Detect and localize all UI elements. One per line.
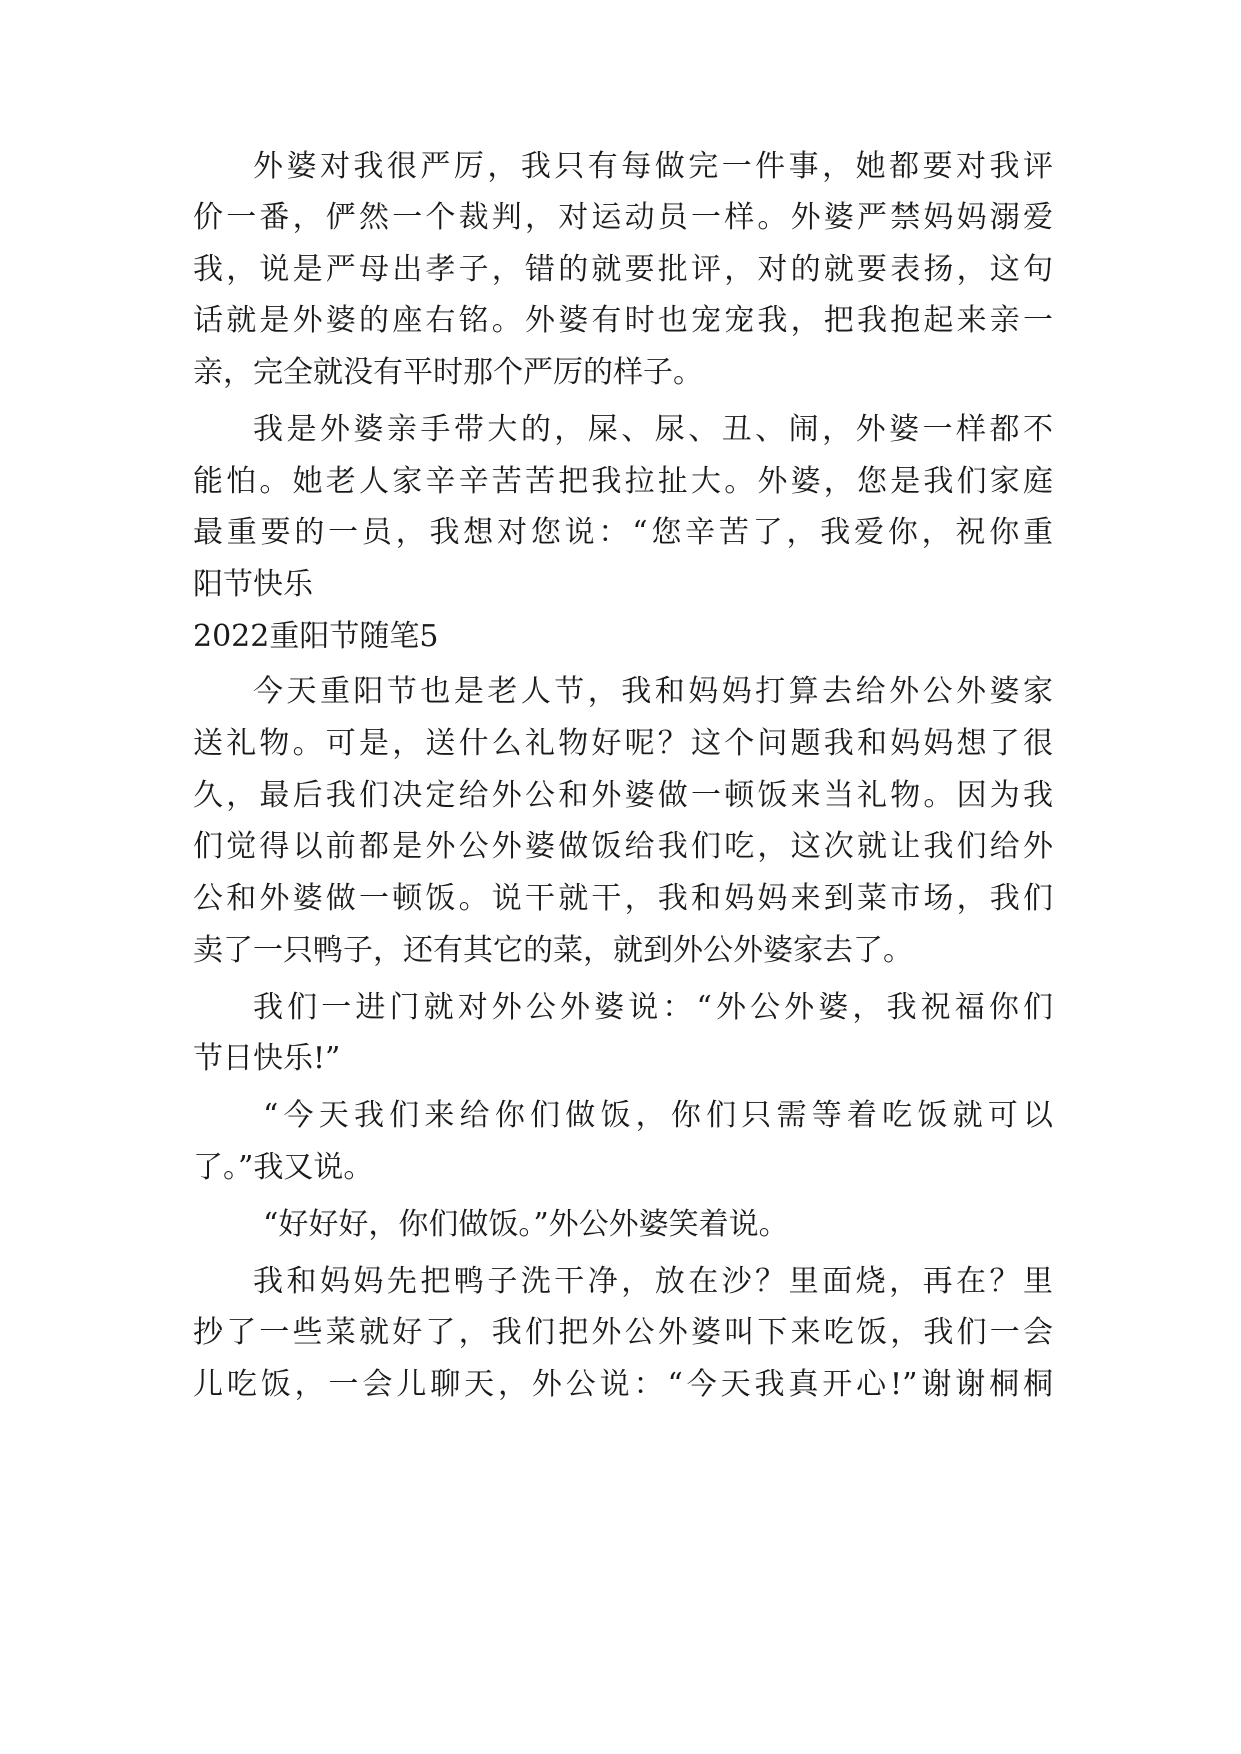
section-heading: 2022重阳节随笔5 [193,619,439,654]
paragraph-line: 抄了一些菜就好了，我们把外公外婆叫下来吃饭，我们一会 [193,1315,1053,1350]
paragraph-line: 今天重阳节也是老人节，我和妈妈打算去给外公外婆家 [253,674,1053,709]
paragraph-line: 价一番，俨然一个裁判，对运动员一样。外婆严禁妈妈溺爱 [193,200,1053,235]
paragraph-line: 久，最后我们决定给外公和外婆做一顿饭来当礼物。因为我 [193,778,1053,813]
paragraph-line: 外婆对我很严厉，我只有每做完一件事，她都要对我评 [253,149,1053,184]
paragraph-line: 我是外婆亲手带大的，屎、尿、丑、闹，外婆一样都不 [253,412,1053,447]
paragraph-line: 我，说是严母出孝子，错的就要批评，对的就要表扬，这句 [193,252,1053,287]
paragraph-line: 了。”我又说。 [193,1150,374,1185]
paragraph-line: 我和妈妈先把鸭子洗干净，放在沙？里面烧，再在？里 [253,1264,1053,1299]
paragraph-line: 能怕。她老人家辛辛苦苦把我拉扯大。外婆，您是我们家庭 [193,464,1053,499]
paragraph-line: “今天我们来给你们做饭，你们只需等着吃饭就可以 [263,1098,1053,1133]
paragraph-line: 卖了一只鸭子，还有其它的菜，就到外公外婆家去了。 [193,933,913,968]
paragraph-line: 亲，完全就没有平时那个严厉的样子。 [193,355,703,390]
paragraph-line: 阳节快乐 [193,567,313,602]
paragraph-line: 送礼物。可是，送什么礼物好呢？这个问题我和妈妈想了很 [193,726,1053,761]
paragraph-line: 儿吃饭，一会儿聊天，外公说：“今天我真开心!”谢谢桐桐 [193,1367,1053,1402]
paragraph-line: 我们一进门就对外公外婆说：“外公外婆，我祝福你们 [253,990,1053,1025]
paragraph-line: 们觉得以前都是外公外婆做饭给我们吃，这次就让我们给外 [193,829,1053,864]
paragraph-line: “好好好，你们做饭。”外公外婆笑着说。 [263,1207,789,1242]
paragraph-line: 公和外婆做一顿饭。说干就干，我和妈妈来到菜市场，我们 [193,881,1053,916]
paragraph-line: 最重要的一员，我想对您说：“您辛苦了，我爱你，祝你重 [193,515,1053,550]
paragraph-line: 节日快乐!” [193,1041,341,1076]
paragraph-line: 话就是外婆的座右铭。外婆有时也宠宠我，把我抱起来亲一 [193,303,1053,338]
